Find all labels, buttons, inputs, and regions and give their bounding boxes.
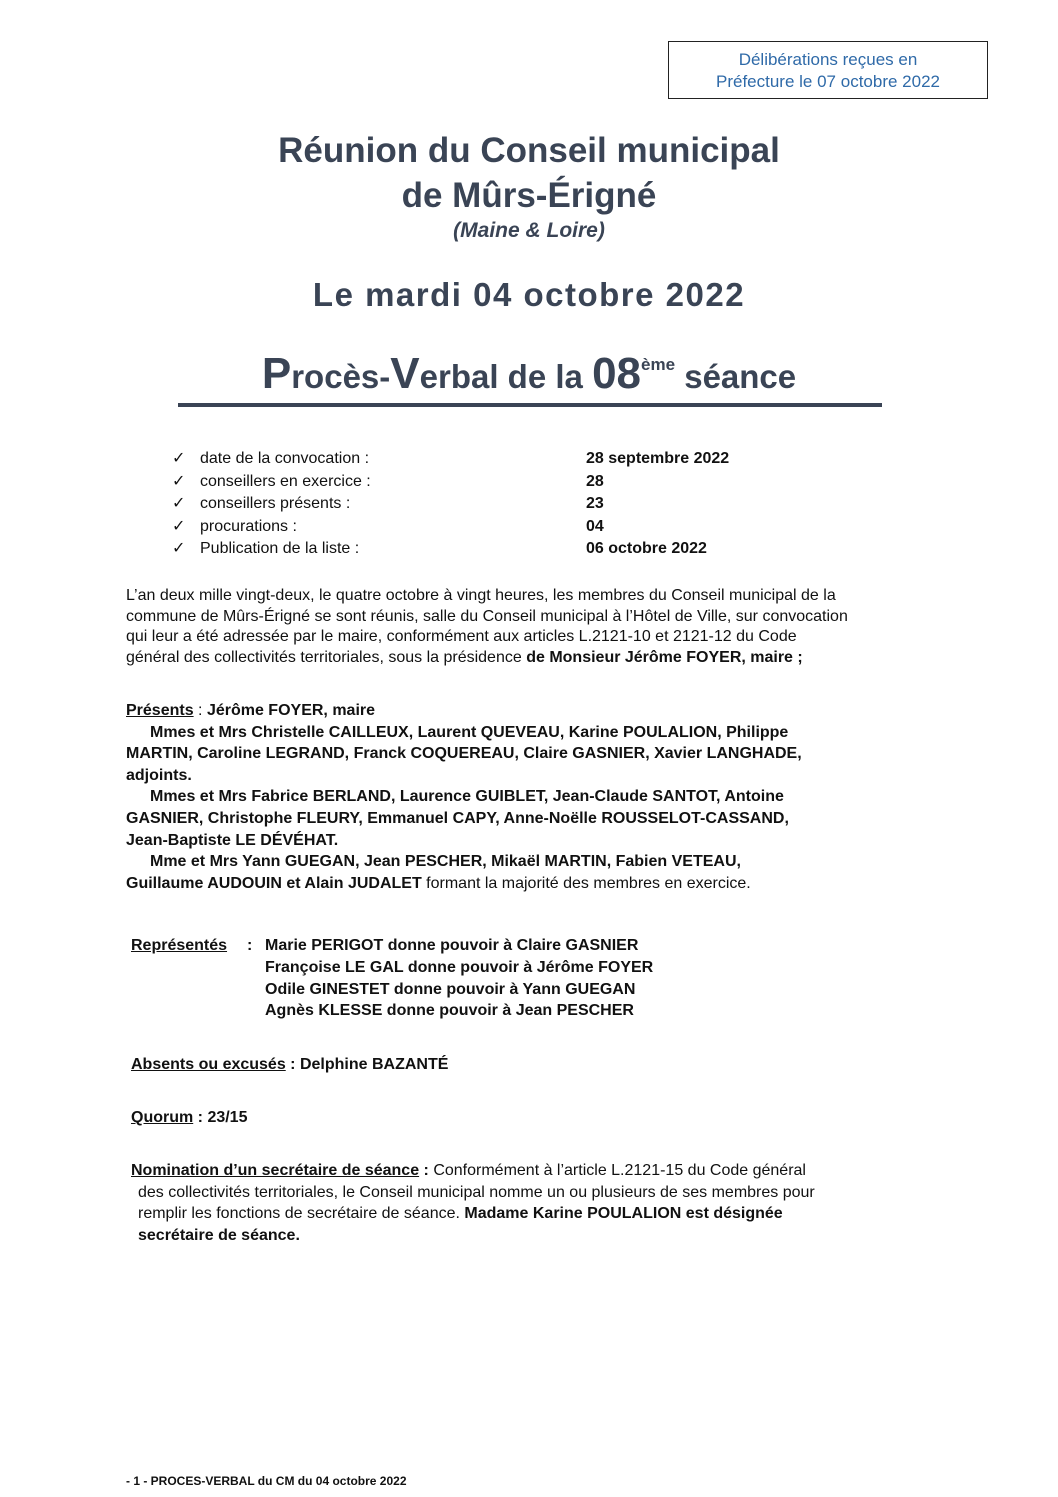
nomination-line-3: [131, 1203, 931, 1225]
proxy-item: Françoise LE GAL donne pouvoir à Jérôme FOYER: [265, 958, 654, 976]
representes-row: [131, 957, 831, 979]
conseillers-line-1: Mmes et Mrs Fabrice BERLAND, Laurence GUIBLET, Jean-Claude SANTOT, Antoine: [150, 788, 784, 806]
intro-line-1: L’an deux mille vingt-deux, le quatre octobre à vingt heures, les membres du Conseil municipal de la: [126, 587, 836, 604]
page-subtitle: (Maine & Loire): [453, 219, 605, 242]
meeting-date: Le mardi 04 octobre 2022: [312, 276, 746, 313]
quorum-line: [131, 1108, 247, 1128]
presents-maire: Jérôme FOYER, maire: [206, 702, 376, 719]
conseillers-line-2: GASNIER, Christophe FLEURY, Emmanuel CAPY, Anne-Noëlle ROUSSELOT-CASSAND,: [126, 809, 789, 827]
adjoints-line-2: MARTIN, Caroline LEGRAND, Franck COQUEREAU, Claire GASNIER, Xavier LANGHADE,: [126, 745, 802, 763]
nomination-section: [131, 1160, 931, 1246]
absents-value: : Delphine BAZANTÉ: [285, 1056, 449, 1073]
nomination-designee: Madame Karine POULALION est désignée: [464, 1205, 783, 1222]
stamp-line-1: Délibérations reçues en: [738, 50, 918, 69]
info-value: 28: [586, 472, 604, 490]
pv-session-number: 08: [592, 349, 642, 398]
info-row: [172, 538, 812, 561]
info-row: [172, 493, 812, 516]
presents-sep: :: [193, 702, 207, 719]
nomination-line-4: secrétaire de séance.: [138, 1226, 300, 1244]
info-row: [172, 448, 812, 471]
conseillers-line-3: Jean-Baptiste LE DÉVÉHAT.: [126, 831, 339, 849]
nomination-label: Nomination d’un secrétaire de séance: [131, 1162, 420, 1179]
intro-line-4: [126, 648, 941, 669]
info-label: Publication de la liste :: [200, 540, 360, 557]
intro-line-4-text: général des collectivités territoriales, sous la présidence: [126, 648, 527, 666]
meeting-info-list: [172, 448, 812, 561]
intro-paragraph: [126, 586, 941, 668]
check-icon: ✓: [172, 517, 186, 535]
nomination-sep: :: [419, 1162, 434, 1179]
heading-divider: [178, 403, 882, 407]
adjoints-line-1: Mmes et Mrs Christelle CAILLEUX, Laurent QUEVEAU, Karine POULALION, Philippe: [150, 723, 789, 741]
members-names: Guillaume AUDOUIN et Alain JUDALET: [126, 874, 422, 892]
intro-line-3: qui leur a été adressée par le maire, conformément aux articles L.2121-10 et 2121-12 du Code: [126, 628, 797, 646]
representes-colon: :: [247, 937, 253, 954]
info-value: 23: [586, 495, 604, 512]
members-line-1: Mme et Mrs Yann GUEGAN, Jean PESCHER, Mikaël MARTIN, Fabien VETEAU,: [150, 853, 741, 871]
quorum-label: Quorum: [131, 1109, 194, 1126]
representes-row: [131, 1000, 831, 1022]
adjoints-line-3: adjoints.: [126, 766, 192, 784]
page-title-line-1: Réunion du Conseil municipal: [278, 131, 780, 170]
presents-section: [126, 700, 941, 894]
proxy-item: Agnès KLESSE donne pouvoir à Jean PESCHER: [265, 1002, 634, 1020]
nomination-text-1: Conformément à l’article L.2121-15 du Code général: [433, 1162, 806, 1179]
check-icon: ✓: [172, 472, 186, 490]
intro-president: de Monsieur Jérôme FOYER, maire ;: [526, 648, 803, 666]
nomination-line-2: des collectivités territoriales, le Conseil municipal nomme un ou plusieurs de ses membres pour: [138, 1183, 815, 1201]
representes-label: Représentés: [131, 937, 228, 954]
info-label: conseillers en exercice :: [200, 472, 371, 490]
presents-label: Présents: [126, 702, 194, 719]
members-majority-text: formant la majorité des membres en exercice.: [421, 874, 751, 892]
pv-text-1: rocès-: [291, 358, 391, 395]
info-label: date de la convocation :: [200, 450, 370, 467]
check-icon: ✓: [172, 450, 186, 467]
check-icon: ✓: [172, 495, 186, 512]
absents-line: [131, 1055, 448, 1075]
representes-row: [131, 979, 831, 1001]
pv-initial-v: V: [390, 349, 420, 398]
pv-text-3: séance: [675, 358, 797, 395]
info-label: conseillers présents :: [200, 495, 351, 512]
prefecture-stamp-box: [668, 41, 988, 99]
pv-ordinal-suffix: ème: [641, 355, 676, 374]
quorum-value: : 23/15: [193, 1109, 248, 1126]
info-row: [172, 471, 812, 494]
info-value: 04: [586, 517, 604, 535]
info-label: procurations :: [200, 517, 297, 535]
info-value: 28 septembre 2022: [586, 450, 730, 467]
proxy-item: Marie PERIGOT donne pouvoir à Claire GASNIER: [265, 937, 639, 954]
nomination-line-1: [131, 1160, 931, 1182]
info-row: [172, 516, 812, 539]
proces-verbal-heading: [0, 340, 1058, 402]
page-footer: - 1 - PROCES-VERBAL du CM du 04 octobre 2022: [126, 1474, 407, 1488]
stamp-line-2: Préfecture le 07 octobre 2022: [716, 72, 940, 91]
info-value: 06 octobre 2022: [586, 540, 707, 557]
presents-header-line: [126, 700, 941, 722]
members-line-2: [126, 873, 941, 895]
intro-line-2: commune de Mûrs-Érigné se sont réunis, salle du Conseil municipal à l’Hôtel de Ville, sur convocation: [126, 607, 848, 625]
absents-label: Absents ou excusés: [131, 1056, 286, 1073]
page-title-line-2: de Mûrs-Érigné: [401, 176, 657, 215]
proxy-item: Odile GINESTET donne pouvoir à Yann GUEGAN: [265, 980, 636, 998]
representes-row: [131, 935, 831, 957]
nomination-text-3: remplir les fonctions de secrétaire de séance.: [138, 1205, 465, 1222]
pv-text-2: erbal de la: [419, 358, 593, 395]
check-icon: ✓: [172, 540, 186, 557]
representes-section: [131, 935, 831, 1022]
pv-initial-p: P: [261, 349, 292, 398]
